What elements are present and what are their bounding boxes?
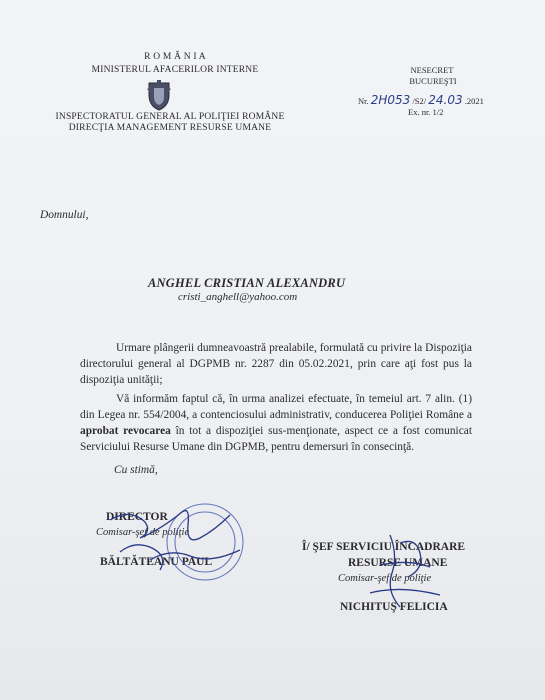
right-signature-rank: Comisar-şef de poliţie: [338, 573, 432, 584]
left-signature-title: DIRECTOR: [106, 511, 168, 523]
header-country: R O M Â N I A: [144, 52, 206, 62]
copy-number: Ex. nr. 1/2: [408, 107, 444, 117]
header-directorate: DIRECŢIA MANAGEMENT RESURSE UMANE: [68, 123, 272, 133]
number-handwritten: 2H053: [370, 93, 411, 107]
number-year: .2021: [464, 96, 484, 106]
right-signature-name: NICHITUŞ FELICIA: [340, 601, 448, 613]
left-signature-rank: Comisar-şef de poliţie: [96, 527, 190, 538]
classification-city: BUCUREŞTI: [409, 76, 457, 86]
salutation: Domnului,: [40, 209, 89, 221]
left-stamp-signature-icon: [90, 490, 260, 590]
paragraph-2: [80, 391, 472, 455]
closing: Cu stimă,: [114, 464, 158, 476]
recipient-email: cristi_anghell@yahoo.com: [178, 291, 298, 303]
paragraph-2-end: în tot a dispoziţiei sus-menţionate, aspect ce a fost comunicat Serviciului Resurse Umane din DGPMB, pentru demersuri în consecinţă.: [80, 425, 472, 453]
header-ministry: MINISTERUL AFACERILOR INTERNE: [91, 65, 259, 75]
date-handwritten: 24.03: [428, 93, 463, 107]
right-signature-title-2: RESURSE UMANE: [348, 557, 448, 569]
coat-of-arms-icon: [146, 79, 172, 111]
registration-number: [358, 93, 484, 107]
recipient-name: ANGHEL CRISTIAN ALEXANDRU: [148, 276, 346, 290]
paragraph-1: Urmare plângerii dumneavoastră prealabile, formulată cu privire la Dispoziţia directorului general al DGPMB nr. 2287 din 05.02.2021, prin care aţi fost pus la dispoziţia unităţii;: [80, 342, 472, 386]
right-signature-icon: [320, 525, 460, 620]
left-signature-name: BĂLTĂTEANU PAUL: [100, 556, 213, 568]
number-mid: /S2/: [412, 96, 427, 106]
paragraph-2-bold: aprobat revocarea: [80, 425, 171, 437]
number-prefix: Nr.: [358, 96, 369, 106]
right-signature-title-1: Î/ ŞEF SERVICIU ÎNCADRARE: [302, 541, 466, 553]
header-inspectorate: INSPECTORATUL GENERAL AL POLIŢIEI ROMÂNE: [55, 112, 285, 122]
classification-level: NESECRET: [410, 65, 454, 75]
paragraph-2-start: Vă informăm faptul că, în urma analizei efectuate, în temeiul art. 7 alin. (1) din Legea nr. 554/2004, a contenciosului administrativ, conducerea Poliţiei Române a: [80, 393, 472, 421]
